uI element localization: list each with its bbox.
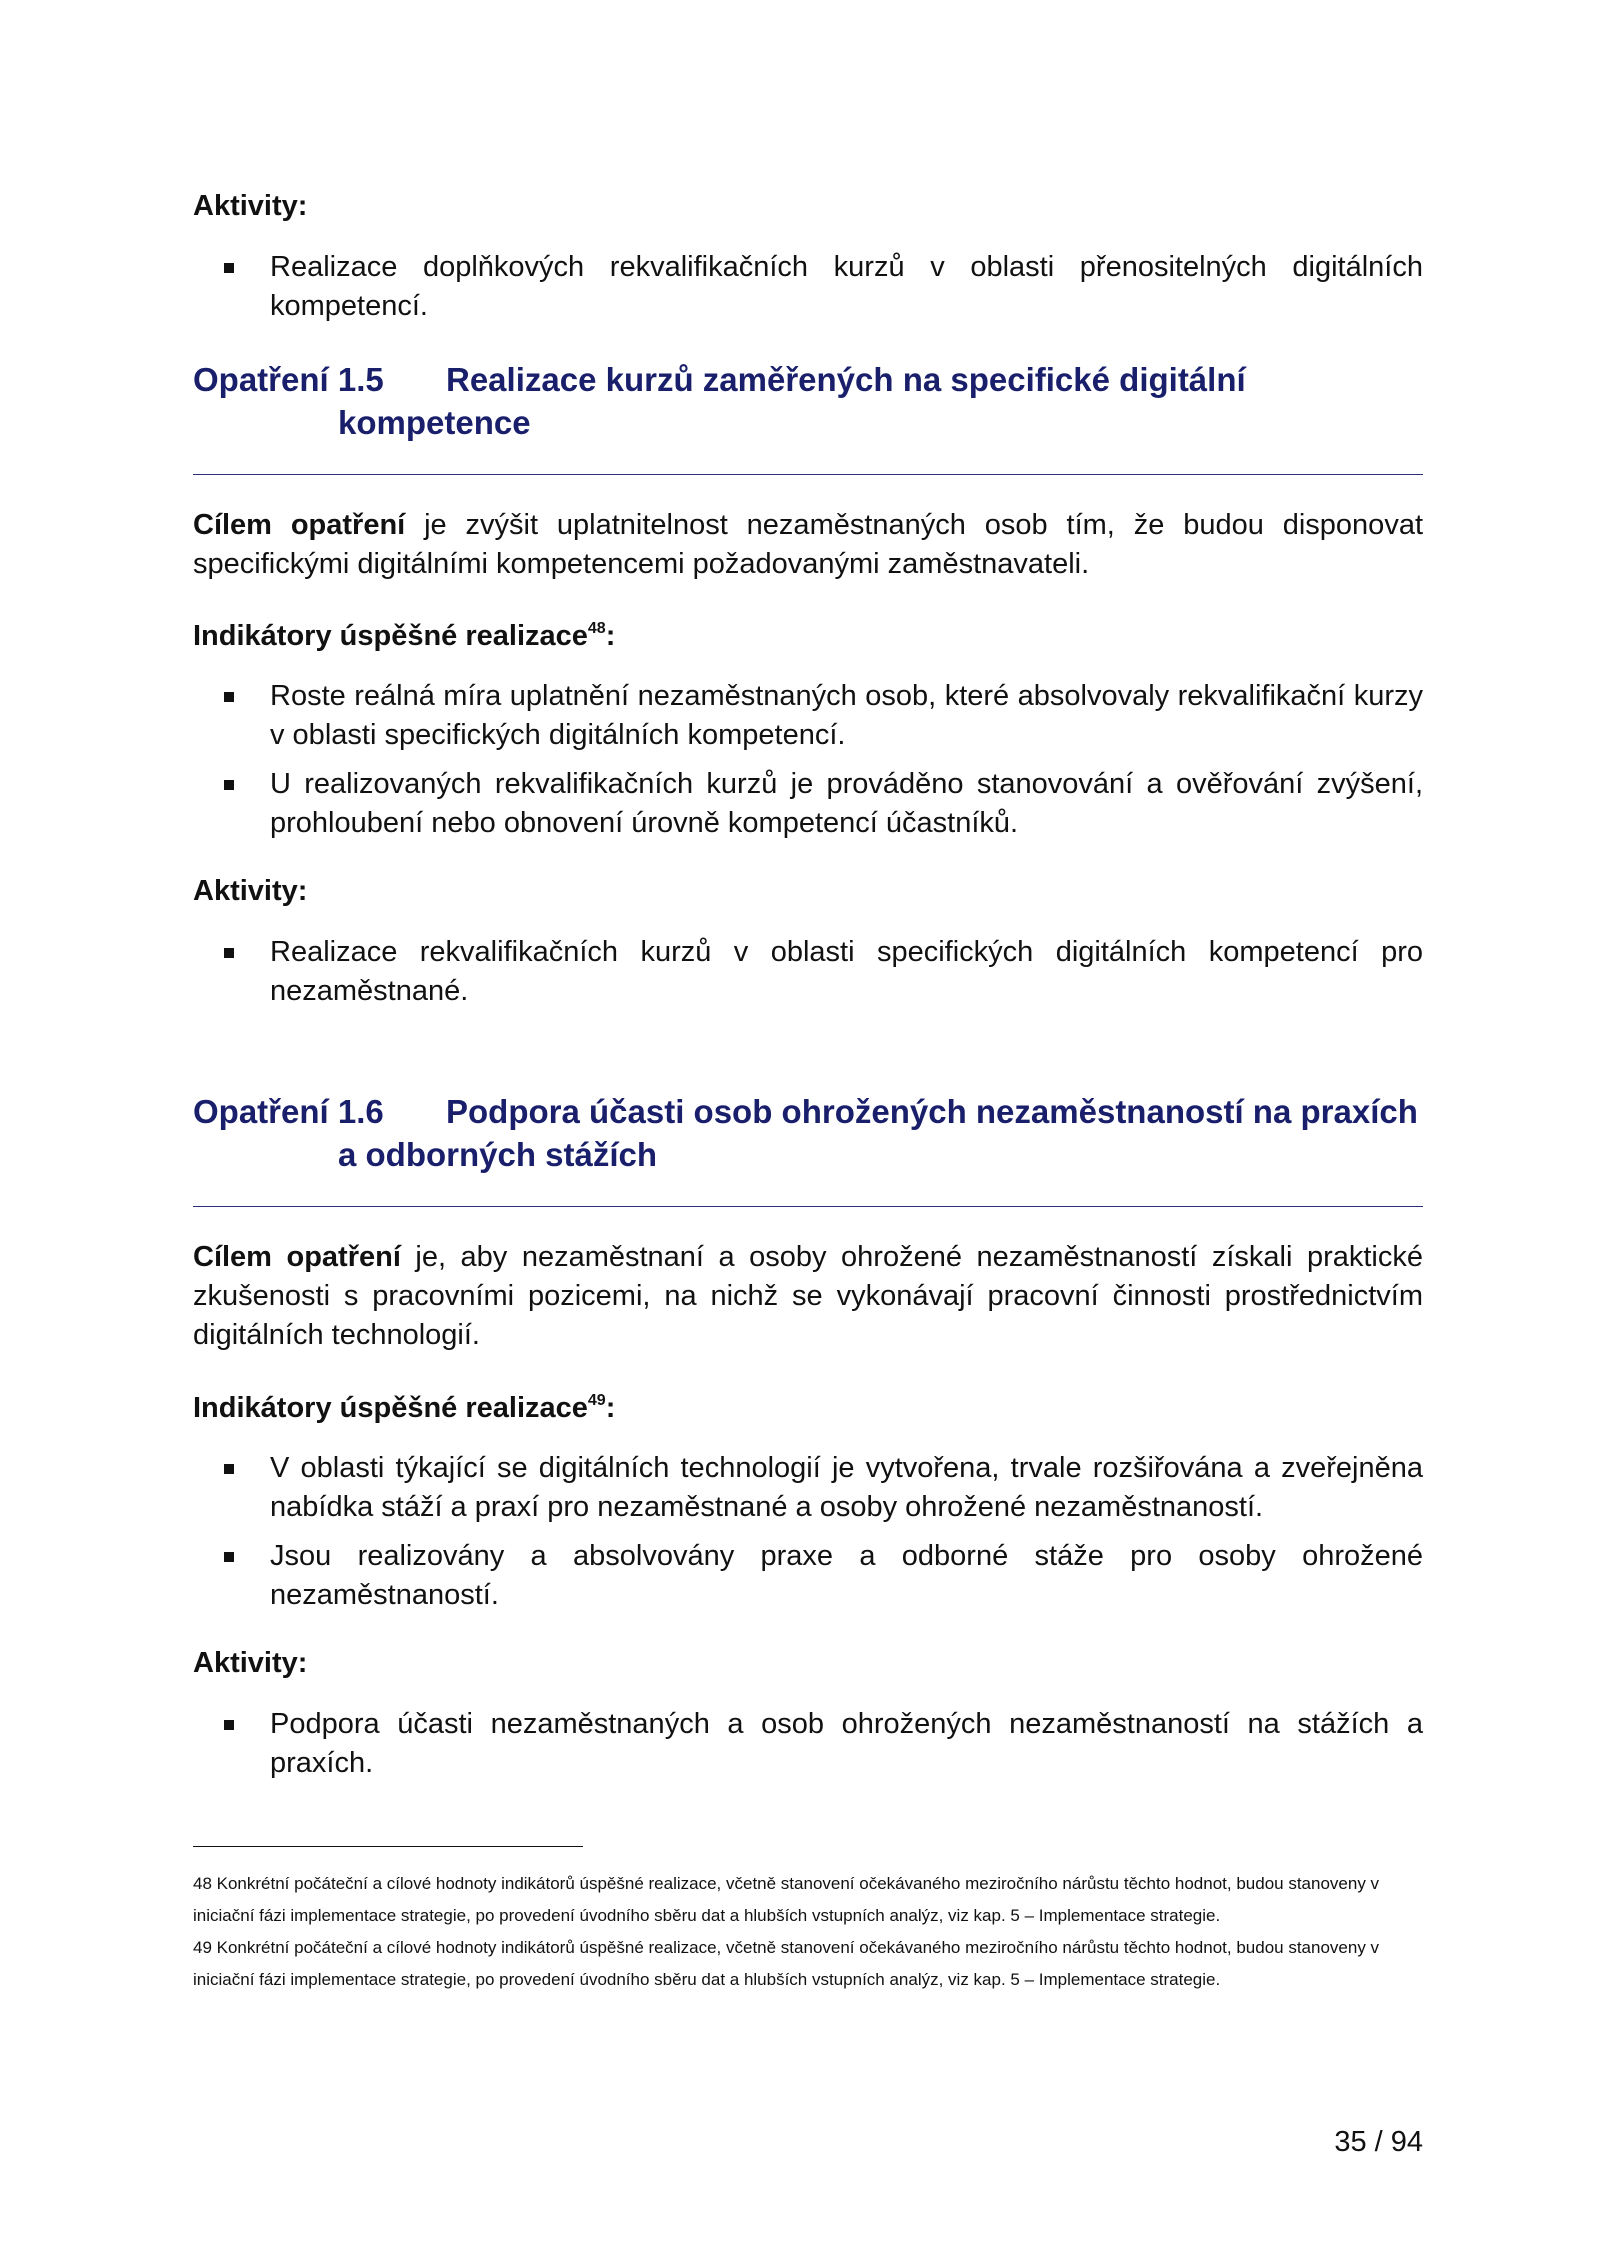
footnote-ref[interactable]: 48 <box>587 620 606 637</box>
bullet-square-icon <box>224 1552 234 1562</box>
measure-heading-1-6 <box>193 1090 1423 1176</box>
list-item: Podpora účasti nezaměstnaných a osob ohrožených nezaměstnaností na stážích a praxích. <box>193 1705 1423 1783</box>
goal-text: je, aby nezaměstnaní a osoby ohrožené nezaměstnaností získali praktické zkušenosti s pracovními pozicemi, na nichž se vykonávají pracovní činnosti prostřednictvím digitálních technologií. <box>193 1241 1423 1351</box>
section-divider <box>193 1206 1423 1207</box>
activities-heading: Aktivity: <box>193 190 308 222</box>
indicators-heading: Indikátory úspěšné realizace$^{48}$: <box>193 620 616 652</box>
list-item: V oblasti týkající se digitálních technologií je vytvořena, trvale rozšiřována a zveřejněna nabídka stáží a praxí pro nezaměstnané a osoby ohrožené nezaměstnaností. <box>193 1449 1423 1527</box>
goal-paragraph <box>193 1238 1423 1355</box>
measure-number: Opatření 1.5 <box>193 361 384 398</box>
goal-text: je zvýšit uplatnitelnost nezaměstnaných osob tím, že budou disponovat specifickými digitálními kompetencemi požadovanými zaměstnavateli. <box>193 509 1424 580</box>
section-divider <box>193 474 1423 475</box>
page-number: 35 / 94 <box>1334 2126 1423 2158</box>
footnote-49: 49 Konkrétní počáteční a cílové hodnoty indikátorů úspěšné realizace, včetně stanovení očekávaného meziročního nárůstu těchto hodnot, budou stanoveny v iniciační fázi implementace strategie, po provedení úvodního sběru dat a hlubších vstupních analýz, viz kap. 5 – Implementace strategie. <box>193 1938 1380 1989</box>
bullet-square-icon <box>224 948 234 958</box>
bullet-square-icon <box>224 692 234 702</box>
bullet-square-icon <box>224 1464 234 1474</box>
list-item: Jsou realizovány a absolvovány praxe a odborné stáže pro osoby ohrožené nezaměstnaností. <box>193 1537 1423 1615</box>
measure-heading-1-5 <box>193 358 1423 444</box>
activities-heading: Aktivity: <box>193 1647 308 1679</box>
indicators-heading: Indikátory úspěšné realizace$^{49}$: <box>193 1392 616 1424</box>
list-item: Roste reálná míra uplatnění nezaměstnaných osob, které absolvovaly rekvalifikační kurzy v oblasti specifických digitálních kompetencí. <box>193 677 1423 755</box>
footnote-48: 48 Konkrétní počáteční a cílové hodnoty indikátorů úspěšné realizace, včetně stanovení očekávaného meziročního nárůstu těchto hodnot, budou stanoveny v iniciační fázi implementace strategie, po provedení úvodního sběru dat a hlubších vstupních analýz, viz kap. 5 – Implementace strategie. <box>193 1874 1380 1925</box>
footnotes <box>193 1868 1423 1996</box>
measure-title-cont: kompetence <box>338 404 531 441</box>
bullet-square-icon <box>224 263 234 273</box>
goal-paragraph <box>193 506 1423 584</box>
measure-title-cont: a odborných stážích <box>338 1136 658 1173</box>
list-item: Realizace doplňkových rekvalifikačních kurzů v oblasti přenositelných digitálních kompetencí. <box>193 248 1423 326</box>
measure-title: Realizace kurzů zaměřených na specifické digitální <box>446 361 1246 398</box>
indicators-list-1-6 <box>193 1449 1423 1625</box>
goal-lead: Cílem opatření <box>193 509 406 541</box>
list-item: Realizace rekvalifikačních kurzů v oblasti specifických digitálních kompetencí pro nezaměstnané. <box>193 933 1423 1011</box>
activities-list-1 <box>193 248 1423 336</box>
activities-list-1-5 <box>193 933 1423 1021</box>
list-item: U realizovaných rekvalifikačních kurzů je prováděno stanovování a ověřování zvýšení, prohloubení nebo obnovení úrovně kompetencí účastníků. <box>193 765 1423 843</box>
measure-title: Podpora účasti osob ohrožených nezaměstnaností na praxích <box>446 1093 1418 1130</box>
measure-number: Opatření 1.6 <box>193 1093 384 1130</box>
activities-list-1-6 <box>193 1705 1423 1793</box>
bullet-square-icon <box>224 780 234 790</box>
bullet-square-icon <box>224 1720 234 1730</box>
footnote-ref[interactable]: 49 <box>587 1392 606 1409</box>
activities-heading: Aktivity: <box>193 875 308 907</box>
indicators-list-1-5 <box>193 677 1423 853</box>
footnote-divider <box>193 1846 583 1847</box>
goal-lead: Cílem opatření <box>193 1241 401 1273</box>
